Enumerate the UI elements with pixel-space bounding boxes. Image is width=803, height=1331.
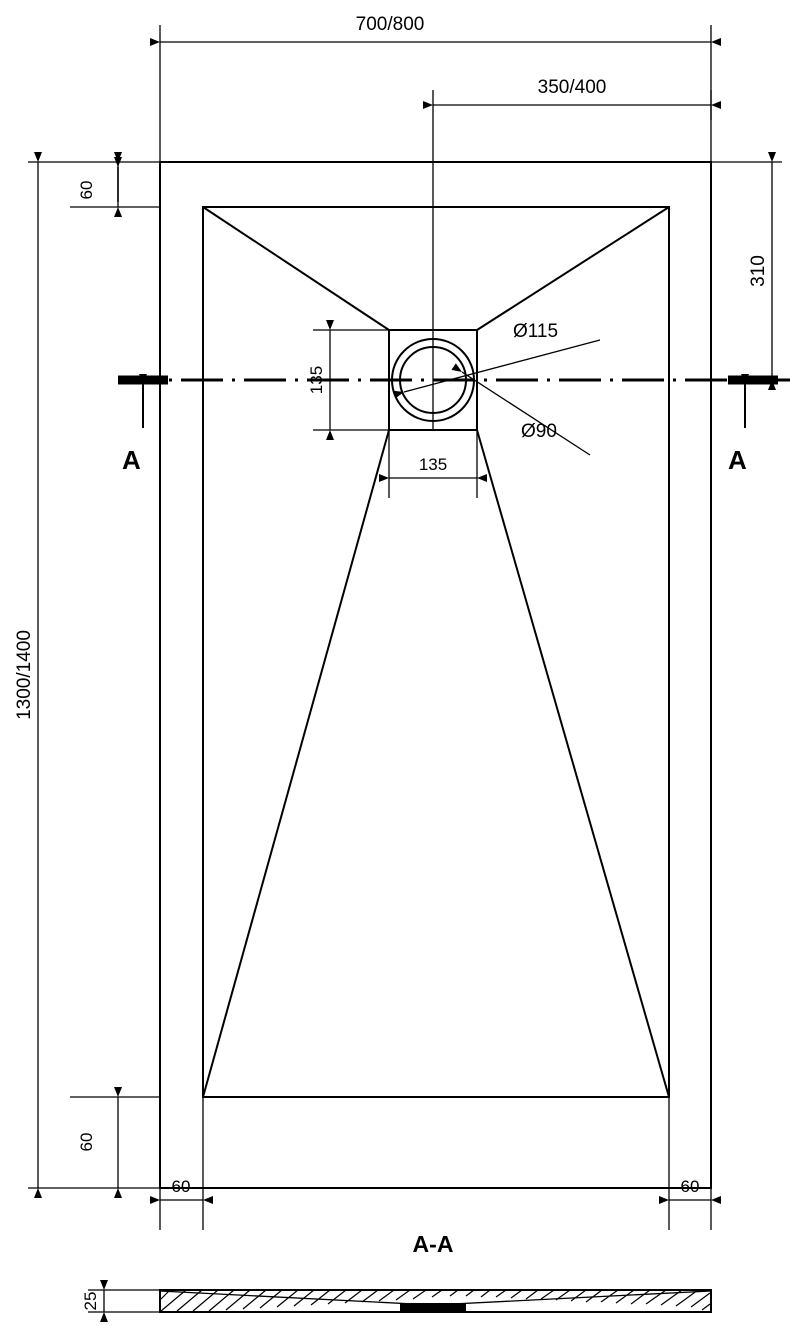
dim-left-offset-label: 60 [171,1177,191,1196]
dim-drain-inner-diameter-label: Ø90 [521,421,557,442]
dim-height-overall [28,162,160,1188]
dim-drain-box-horizontal-label: 135 [418,455,448,474]
dim-top-offset-label: 60 [77,180,96,200]
section-drain-block [400,1303,466,1312]
dim-drain-from-top [711,162,782,380]
dim-right-offset [669,1097,711,1230]
dim-bottom-offset-label: 60 [77,1132,96,1152]
dim-drain-outer-diameter-label: Ø115 [513,321,559,342]
dim-drain-from-top-label: 310 [748,255,769,287]
dim-thickness-label: 25 [81,1291,100,1311]
section-letter-left: A [122,445,141,475]
dim-height-overall-label: 1300/1400 [14,630,35,720]
section-view [81,1290,711,1312]
dim-drain-box-vertical-label: 135 [307,365,326,395]
dim-width-overall [160,25,711,162]
dim-width-overall-label: 700/800 [355,14,425,35]
section-line-a-a [118,380,790,428]
tray-outline [160,162,711,1188]
dim-width-half-label: 350/400 [537,77,607,98]
section-view-title: A-A [412,1231,454,1257]
section-letter-right: A [728,445,747,475]
dim-right-offset-label: 60 [680,1177,700,1196]
dim-left-offset [160,1097,203,1230]
